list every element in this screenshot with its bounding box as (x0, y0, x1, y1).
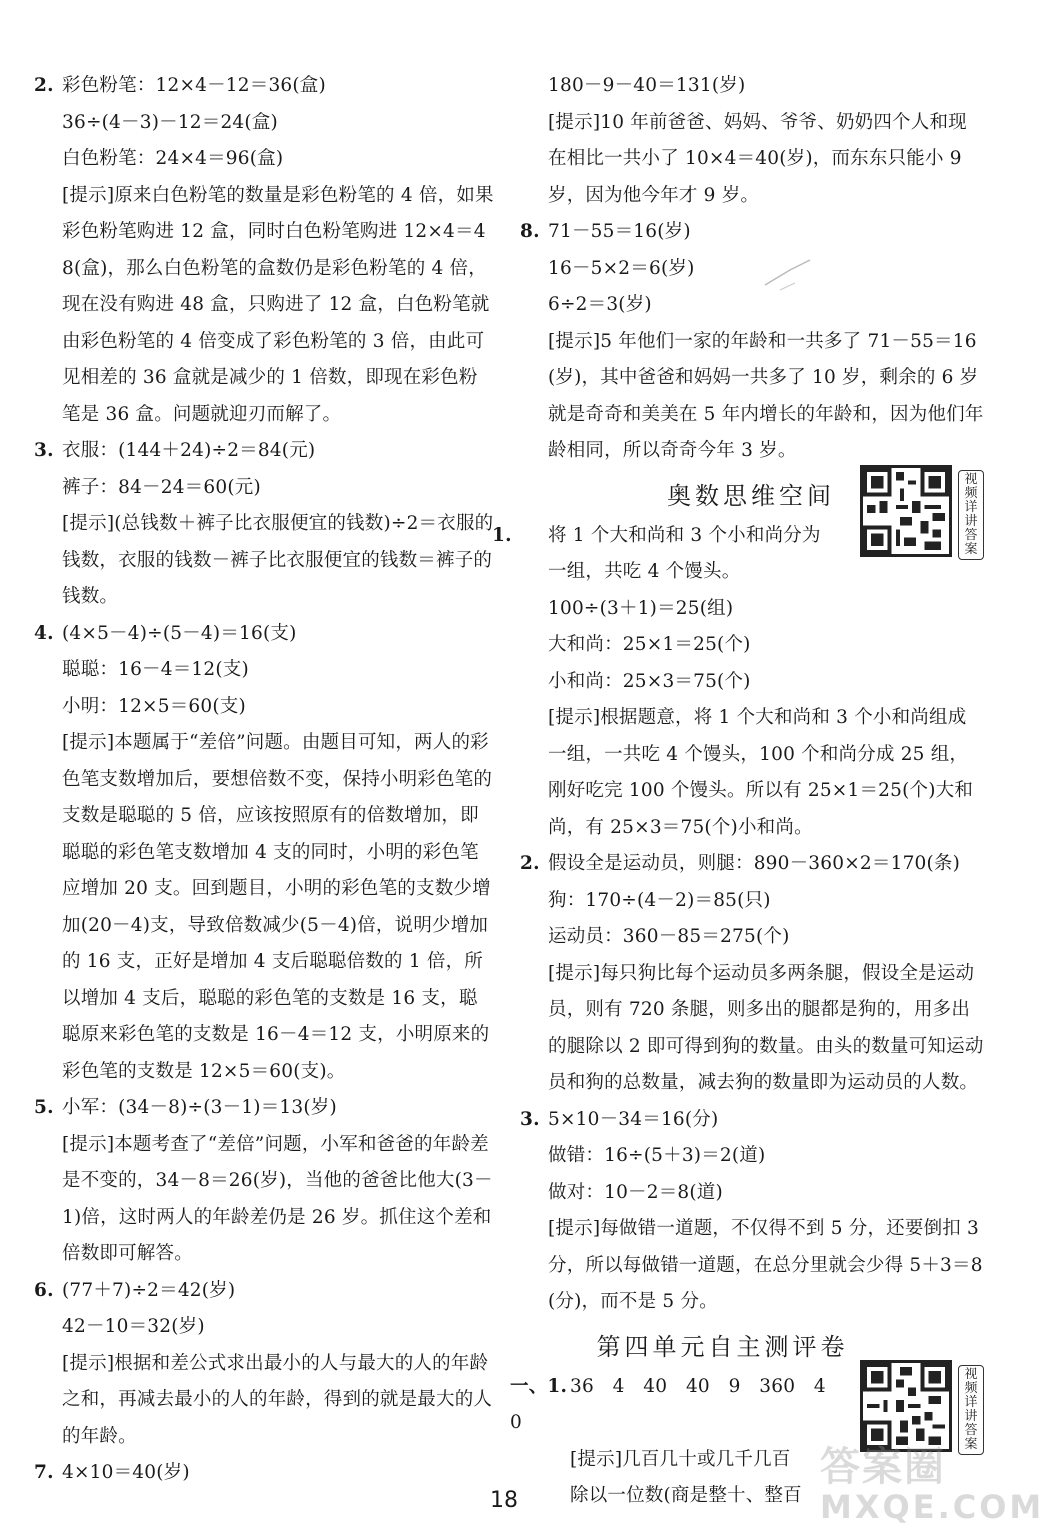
watermark-text: 答案圈 (820, 1444, 946, 1490)
section-title: 第四单元自主测评卷 (596, 1332, 849, 1361)
answer-line: 狗：170÷(4－2)＝85(只) (548, 889, 771, 911)
section-title: 奥数思维空间 (667, 481, 835, 510)
answer-line: 白色粉笔：24×4＝96(盒) (62, 148, 284, 169)
qr-label: 视频详讲答案 (958, 1365, 984, 1455)
watermark-logo (820, 1444, 1044, 1535)
question-o2 (520, 846, 985, 1102)
hint-text: [提示]根据题意，将 1 个大和尚和 3 个小和尚组成一组，一共吃 4 个馒头，100 个和尚分成 25 组，刚好吃完 100 个馒头。所以有 25×1＝25(个)大和尚，有 25×3＝75(个)小和尚。 (548, 707, 974, 838)
right-column (492, 68, 985, 1515)
question-number: 一、1. (510, 1375, 568, 1397)
fill-answers: 36 4 40 40 9 360 40 (510, 1375, 826, 1433)
hint-text: [提示]5 年他们一家的年龄和一共多了 71－55＝16(岁)，其中爸爸和妈妈一共多了 10 岁，剩余的 6 岁就是奇奇和美美在 5 年内增长的年龄和，因为他们年龄相同，所以奇奇今年 3 岁。 (548, 330, 984, 461)
hint-text: [提示]10 年前爸爸、妈妈、爷爷、奶奶四个人和现在相比一共小了 10×4＝40(岁)，而东东只能小 9 岁，因为他今年才 9 岁。 (548, 111, 967, 206)
qr-pattern (863, 468, 949, 554)
left-column (34, 68, 494, 1492)
question-6 (34, 1273, 494, 1456)
pencil-mark (760, 255, 820, 295)
question-5 (34, 1090, 494, 1273)
answer-line: 71－55＝16(岁) (548, 221, 691, 242)
hint-text: [提示](总钱数＋裤子比衣服便宜的钱数)÷2＝衣服的钱数，衣服的钱数－裤子比衣服便宜的钱数＝裤子的钱数。 (62, 513, 494, 607)
question-7 (34, 1455, 494, 1492)
question-number: 3. (34, 440, 54, 461)
answer-line: 做错：16÷(5＋3)＝2(道) (548, 1145, 766, 1166)
hint-text: [提示]本题考查了“差倍”问题，小军和爸爸的年龄差是不变的，34－8＝26(岁)，当他的爸爸比他大(3－1)倍，这时两人的年龄差仍是 26 岁。抓住这个差和倍数即可解答。 (62, 1133, 493, 1264)
answer-line: 聪聪：16－4＝12(支) (62, 659, 249, 680)
hint-text: [提示]每做错一道题，不仅得不到 5 分，还要倒扣 3 分，所以每做错一道题，在总分里就会少得 5＋3＝8(分)，而不是 5 分。 (548, 1218, 983, 1312)
question-number: 3. (520, 1108, 540, 1130)
qr-label: 视频详讲答案 (958, 470, 984, 560)
question-number: 8. (520, 221, 540, 242)
answer-line: 100÷(3＋1)＝25(组) (548, 597, 734, 619)
question-number: 2. (520, 853, 540, 874)
hint-text: [提示]每只狗比每个运动员多两条腿，假设全是运动员，则有 720 条腿，则多出的腿都是狗的，用多出的腿除以 2 即可得到狗的数量。由头的数量可知运动员和狗的总数量，减去狗的数量即为运动员的人数。 (548, 962, 984, 1093)
answer-line: 做对：10－2＝8(道) (548, 1181, 723, 1203)
question-o3 (520, 1102, 985, 1321)
answer-line: 16－5×2＝6(岁) (548, 257, 695, 279)
answer-line: 5×10－34＝16(分) (548, 1108, 719, 1130)
question-number: 4. (34, 622, 54, 644)
answer-line: (4×5－4)÷(5－4)＝16(支) (62, 622, 297, 644)
question-number: 7. (34, 1462, 54, 1483)
answer-line: 小军：(34－8)÷(3－1)＝13(岁) (62, 1097, 337, 1118)
hint-text: [提示]几百几十或几千几百 (570, 1448, 791, 1470)
question-number: 5. (34, 1097, 54, 1118)
answer-line: 运动员：360－85＝275(个) (548, 926, 790, 947)
hint-text: 除以一位数(商是整十、整百 (570, 1485, 802, 1506)
question-number: 2. (34, 75, 54, 96)
answer-line: 6÷2＝3(岁) (548, 294, 652, 315)
answer-line: 假设全是运动员，则腿：890－360×2＝170(条) (548, 853, 961, 874)
answer-line: 36÷(4－3)－12＝24(盒) (62, 111, 278, 133)
answer-line: 大和尚：25×1＝25(个) (548, 634, 751, 655)
hint-text: [提示]原来白色粉笔的数量是彩色粉笔的 4 倍，如果彩色粉笔购进 12 盒，同时白色粉笔购进 12×4＝48(盒)，那么白色粉笔的盒数仍是彩色粉笔的 4 倍，现在没有购进 48 盒，只购进了 12 盒，白色粉笔就由彩色粉笔的 4 倍变成了彩色粉笔的 3 倍，由此可见相差的 36 盒就是减少的 1 倍数，即现在彩色粉笔是 36 盒。问题就迎刃而解了。 (62, 184, 494, 425)
question-number: 1. (492, 524, 512, 546)
watermark-text: MXQE.COM (820, 1488, 1044, 1526)
qr-code-icon[interactable] (860, 465, 952, 557)
answer-line: 4×10＝40(岁) (62, 1462, 190, 1483)
question-4 (34, 616, 494, 1091)
answer-line: (77＋7)÷2＝42(岁) (62, 1279, 236, 1301)
hint-text: [提示]本题属于“差倍”问题。由题目可知，两人的彩色笔支数增加后，要想倍数不变，保持小明彩色笔的支数是聪聪的 5 倍，应该按照原有的倍数增加，即聪聪的彩色笔支数增加 4 支的同时，小明的彩色笔应增加 20 支。回到题目，小明的彩色笔的支数少增加(20－4)支，导致倍数减少(5－4)倍，说明少增加的 16 支，正好是增加 4 支后聪聪倍数的 1 倍，所以增加 4 支后，聪聪的彩色笔的支数是 16 支，聪聪原来彩色笔的支数是 16－4＝12 支，小明原来的彩色笔的支数是 12×5＝60(支)。 (62, 732, 493, 1082)
answer-line: 180－9－40＝131(岁) (548, 75, 746, 96)
answer-line: 小明：12×5＝60(支) (62, 695, 246, 717)
question-stem: 将 1 个大和尚和 3 个小和尚分为一组，共吃 4 个馒头。 (548, 524, 821, 582)
answer-line: 彩色粉笔：12×4－12＝36(盒) (62, 75, 326, 96)
qr-pattern (863, 1363, 949, 1449)
question-o1 (492, 518, 835, 591)
hint-text: [提示]根据和差公式求出最小的人与最大的人的年龄之和，再减去最小的人的年龄，得到的就是最大的人的年龄。 (62, 1352, 493, 1447)
qr-code-icon[interactable] (860, 1360, 952, 1452)
answer-line: 小和尚：25×3＝75(个) (548, 670, 751, 692)
question-7-continued (520, 68, 985, 214)
answer-line: 42－10＝32(岁) (62, 1316, 205, 1337)
question-number: 6. (34, 1279, 54, 1301)
question-2 (34, 68, 494, 433)
page-number: 18 (490, 1488, 518, 1513)
answer-line: 裤子：84－24＝60(元) (62, 476, 261, 498)
question-3 (34, 433, 494, 616)
question-8 (520, 214, 985, 470)
question-o1-answers (520, 591, 985, 847)
answer-line: 衣服：(144＋24)÷2＝84(元) (62, 440, 316, 461)
